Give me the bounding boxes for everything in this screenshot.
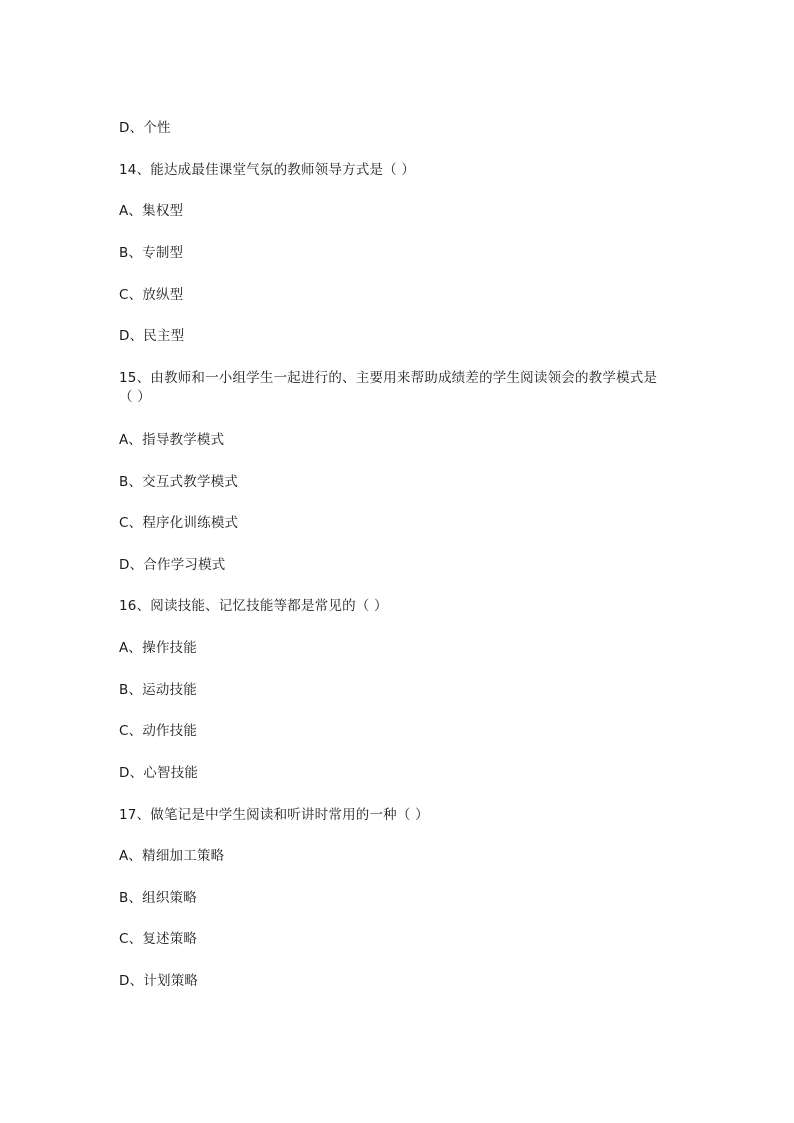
q16-option-b: B、运动技能 — [119, 682, 197, 698]
q17-option-a: A、精细加工策略 — [119, 848, 225, 864]
q17-question: 17、做笔记是中学生阅读和听讲时常用的一种（ ） — [119, 807, 429, 823]
q15-question: 15、由教师和一小组学生一起进行的、主要用来帮助成绩差的学生阅读领会的教学模式是 — [119, 370, 658, 386]
q15-option-b: B、交互式教学模式 — [119, 474, 239, 490]
q15-option-d: D、合作学习模式 — [119, 557, 226, 573]
q13-option-d: D、个性 — [119, 120, 171, 136]
q16-option-c: C、动作技能 — [119, 723, 198, 739]
q14-question: 14、能达成最佳课堂气氛的教师领导方式是（ ） — [119, 162, 416, 178]
q15-option-c: C、程序化训练模式 — [119, 515, 239, 531]
q16-option-d: D、心智技能 — [119, 765, 199, 781]
q15-option-a: A、指导教学模式 — [119, 432, 225, 448]
q15-question-continued: （ ） — [119, 389, 151, 405]
q14-option-a: A、集权型 — [119, 203, 184, 219]
q17-option-d: D、计划策略 — [119, 973, 199, 989]
q16-option-a: A、操作技能 — [119, 640, 197, 656]
q17-option-c: C、复述策略 — [119, 931, 198, 947]
q14-option-d: D、民主型 — [119, 328, 185, 344]
q17-option-b: B、组织策略 — [119, 890, 197, 906]
q16-question: 16、阅读技能、记忆技能等都是常见的（ ） — [119, 598, 388, 614]
q14-option-b: B、专制型 — [119, 245, 184, 261]
q14-option-c: C、放纵型 — [119, 287, 184, 303]
